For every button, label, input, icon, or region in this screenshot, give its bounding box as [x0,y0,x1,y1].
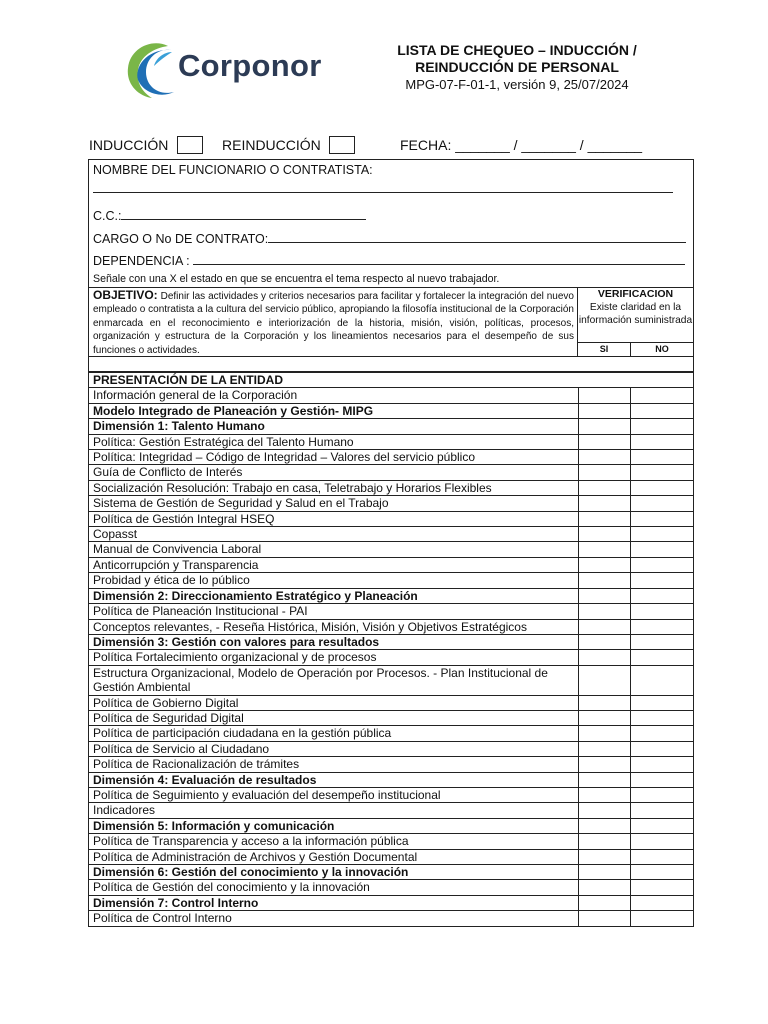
checklist-item-label: Dimensión 3: Gestión con valores para resultados [89,634,578,649]
verificacion-columns [578,343,693,356]
no-checkbox-cell[interactable] [630,772,693,787]
induccion-checkbox[interactable] [177,136,203,154]
no-checkbox-cell[interactable] [630,450,693,465]
personal-info [89,160,693,288]
checklist-item-label: Dimensión 7: Control Interno [89,895,578,910]
verificacion-subtitle: Existe claridad en la información suministrada [578,302,693,326]
si-checkbox-cell[interactable] [578,388,630,403]
no-checkbox-cell[interactable] [630,619,693,634]
document-code: MPG-07-F-01-1, versión 9, 25/07/2024 [405,77,629,92]
no-checkbox-cell[interactable] [630,726,693,741]
dependencia-field[interactable] [93,252,685,268]
corponor-logo-mark [122,38,178,102]
nombre-label: NOMBRE DEL FUNCIONARIO O CONTRATISTA: [93,163,373,177]
fecha-field[interactable]: FECHA: _______ / _______ / _______ [400,137,643,153]
no-checkbox-cell[interactable] [630,403,693,418]
no-checkbox-cell[interactable] [630,665,693,695]
checklist-item-label: Política de participación ciudadana en la gestión pública [89,726,578,741]
si-checkbox-cell[interactable] [578,450,630,465]
si-checkbox-cell[interactable] [578,588,630,603]
checklist-row [89,787,693,802]
checklist-item-label: Anticorrupción y Transparencia [89,557,578,572]
checklist-form [88,159,694,927]
si-checkbox-cell[interactable] [578,480,630,495]
checklist-item-label: Política de Control Interno [89,911,578,926]
checklist-row [89,557,693,572]
no-checkbox-cell[interactable] [630,880,693,895]
checklist-item-label: Dimensión 4: Evaluación de resultados [89,772,578,787]
checklist-item-label: Política de Transparencia y acceso a la información pública [89,834,578,849]
checklist-item-label: Sistema de Gestión de Seguridad y Salud en el Trabajo [89,496,578,511]
objetivo-section [89,288,693,357]
checklist-item-label: Política de Gobierno Digital [89,695,578,710]
si-checkbox-cell[interactable] [578,911,630,926]
si-checkbox-cell[interactable] [578,496,630,511]
verificacion-title: VERIFICACION [597,288,674,300]
no-checkbox-cell[interactable] [630,787,693,802]
checklist-item-label: Política: Gestión Estratégica del Talento Humano [89,434,578,449]
cc-label: C.C.: [93,209,122,223]
checklist-table [89,372,693,926]
si-checkbox-cell[interactable] [578,650,630,665]
no-checkbox-cell[interactable] [630,911,693,926]
no-checkbox-cell[interactable] [630,527,693,542]
no-checkbox-cell[interactable] [630,434,693,449]
si-checkbox-cell[interactable] [578,465,630,480]
checklist-item-label: Dimensión 5: Información y comunicación [89,818,578,833]
no-checkbox-cell[interactable] [630,865,693,880]
si-checkbox-cell[interactable] [578,604,630,619]
checklist-row [89,710,693,725]
si-checkbox-cell[interactable] [578,787,630,802]
objetivo-body: Definir las actividades y criterios necesarios para facilitar y fortalecer la integración del nuevo empleado o contratista a la cultura del servicio público, apropiando la filosofía institucional de la Corporación enmarcada en el reconocimiento e interiorización de la historia, misión, visión, políticas, procesos, organización y estructura de la Corporación y los lineamientos necesarios para el desempeño de sus funciones o actividades. [93,291,574,356]
checklist-row [89,496,693,511]
checklist-row [89,527,693,542]
spacer-row [89,357,693,372]
no-checkbox-cell[interactable] [630,542,693,557]
no-checkbox-cell[interactable] [630,818,693,833]
checklist-row [89,619,693,634]
si-checkbox-cell[interactable] [578,527,630,542]
checklist-row [89,419,693,434]
si-checkbox-cell[interactable] [578,557,630,572]
si-checkbox-cell[interactable] [578,403,630,418]
title-line-2: REINDUCCIÓN DE PERSONAL [415,59,619,75]
si-checkbox-cell[interactable] [578,634,630,649]
checklist-item-label: Política de Planeación Institucional - PAI [89,604,578,619]
no-checkbox-cell[interactable] [630,557,693,572]
checklist-row [89,403,693,418]
checklist-item-label: Conceptos relevantes, - Reseña Histórica, Misión, Visión y Objetivos Estratégicos [89,619,578,634]
no-checkbox-cell[interactable] [630,803,693,818]
checklist-item-label: Dimensión 1: Talento Humano [89,419,578,434]
checklist-item-label: Política: Integridad – Código de Integridad – Valores del servicio público [89,450,578,465]
no-checkbox-cell[interactable] [630,604,693,619]
checklist-item-label: Estructura Organizacional, Modelo de Operación por Procesos. - Plan Institucional de Gestión Ambiental [89,665,578,695]
no-checkbox-cell[interactable] [630,710,693,725]
no-checkbox-cell[interactable] [630,650,693,665]
checklist-row [89,865,693,880]
si-checkbox-cell[interactable] [578,834,630,849]
checklist-row [89,895,693,910]
no-checkbox-cell[interactable] [630,496,693,511]
corponor-logo [122,38,342,102]
si-checkbox-cell[interactable] [578,741,630,756]
checklist-row [89,695,693,710]
checklist-item-label: Socialización Resolución: Trabajo en casa, Teletrabajo y Horarios Flexibles [89,480,578,495]
checklist-row [89,849,693,864]
checklist-row [89,911,693,926]
si-checkbox-cell[interactable] [578,419,630,434]
si-column-label: SI [599,344,609,354]
checklist-row [89,434,693,449]
checklist-row [89,634,693,649]
checklist-row [89,373,693,388]
no-checkbox-cell[interactable] [630,741,693,756]
checklist-row [89,480,693,495]
checklist-row [89,803,693,818]
checklist-item-label: Política Fortalecimiento organizacional y de procesos [89,650,578,665]
si-checkbox-cell[interactable] [578,710,630,725]
nombre-field[interactable] [93,180,673,196]
checklist-item-label: Política de Gestión Integral HSEQ [89,511,578,526]
checklist-row [89,772,693,787]
no-column-label: NO [655,344,669,354]
reinduccion-label: REINDUCCIÓN [222,137,321,153]
si-checkbox-cell[interactable] [578,880,630,895]
checklist-row [89,450,693,465]
cc-field[interactable] [93,207,366,223]
reinduccion-checkbox[interactable] [329,136,355,154]
checklist-item-label: Dimensión 2: Direccionamiento Estratégico y Planeación [89,588,578,603]
checklist-row [89,665,693,695]
checklist-row [89,388,693,403]
checklist-item-label: Modelo Integrado de Planeación y Gestión- MIPG [89,403,578,418]
checklist-item-label: Probidad y ética de lo público [89,573,578,588]
si-checkbox-cell[interactable] [578,573,630,588]
checklist-row [89,604,693,619]
checklist-row [89,573,693,588]
corponor-logo-text: Corponor [178,48,322,83]
instruction-note: Señale con una X el estado en que se encuentra el tema respecto al nuevo trabajador. [93,273,500,285]
si-checkbox-cell[interactable] [578,434,630,449]
checklist-item-label: Guía de Conflicto de Interés [89,465,578,480]
no-checkbox-cell[interactable] [630,588,693,603]
no-checkbox-cell[interactable] [630,511,693,526]
objetivo-text [89,288,578,356]
checklist-row [89,834,693,849]
verificacion-title-box [578,288,693,343]
checklist-row [89,588,693,603]
no-checkbox-cell[interactable] [630,895,693,910]
si-checkbox-cell[interactable] [578,772,630,787]
objetivo-label: OBJETIVO: [93,288,158,302]
si-checkbox-cell[interactable] [578,695,630,710]
si-checkbox-cell[interactable] [578,619,630,634]
no-checkbox-cell[interactable] [630,695,693,710]
checklist-row [89,818,693,833]
si-checkbox-cell[interactable] [578,803,630,818]
checklist-row [89,757,693,772]
no-checkbox-cell[interactable] [630,757,693,772]
no-checkbox-cell[interactable] [630,573,693,588]
si-checkbox-cell[interactable] [578,542,630,557]
si-checkbox-cell[interactable] [578,511,630,526]
checklist-item-label: Política de Seguimiento y evaluación del desempeño institucional [89,787,578,802]
verificacion-header [578,288,693,356]
si-checkbox-cell[interactable] [578,865,630,880]
checklist-item-label: Política de Racionalización de trámites [89,757,578,772]
checklist-item-label: Dimensión 6: Gestión del conocimiento y la innovación [89,865,578,880]
checklist-item-label: Información general de la Corporación [89,388,578,403]
si-checkbox-cell[interactable] [578,665,630,695]
checklist-row [89,542,693,557]
checklist-row [89,741,693,756]
no-checkbox-cell[interactable] [630,834,693,849]
type-selector [89,135,695,157]
si-checkbox-cell[interactable] [578,818,630,833]
checklist-row [89,726,693,741]
checklist-item-label: Copasst [89,527,578,542]
cargo-field[interactable] [93,230,686,246]
cargo-label: CARGO O No DE CONTRATO: [93,232,269,246]
checklist-item-label: Política de Administración de Archivos y Gestión Documental [89,849,578,864]
checklist-item-label: Manual de Convivencia Laboral [89,542,578,557]
document-title [378,42,656,93]
si-checkbox-cell[interactable] [578,849,630,864]
no-checkbox-cell[interactable] [630,634,693,649]
checklist-row [89,880,693,895]
checklist-item-label: Política de Gestión del conocimiento y la innovación [89,880,578,895]
title-line-1: LISTA DE CHEQUEO – INDUCCIÓN / [397,42,637,58]
checklist-item-label: Indicadores [89,803,578,818]
checklist-row [89,511,693,526]
dependencia-label: DEPENDENCIA : [93,254,190,268]
si-checkbox-cell[interactable] [578,757,630,772]
checklist-item-label: PRESENTACIÓN DE LA ENTIDAD [89,373,693,388]
no-checkbox-cell[interactable] [630,480,693,495]
no-checkbox-cell[interactable] [630,849,693,864]
checklist-item-label: Política de Servicio al Ciudadano [89,741,578,756]
no-checkbox-cell[interactable] [630,388,693,403]
checklist-item-label: Política de Seguridad Digital [89,710,578,725]
checklist-row [89,465,693,480]
induccion-label: INDUCCIÓN [89,137,169,153]
no-checkbox-cell[interactable] [630,419,693,434]
checklist-row [89,650,693,665]
no-checkbox-cell[interactable] [630,465,693,480]
si-checkbox-cell[interactable] [578,895,630,910]
si-checkbox-cell[interactable] [578,726,630,741]
